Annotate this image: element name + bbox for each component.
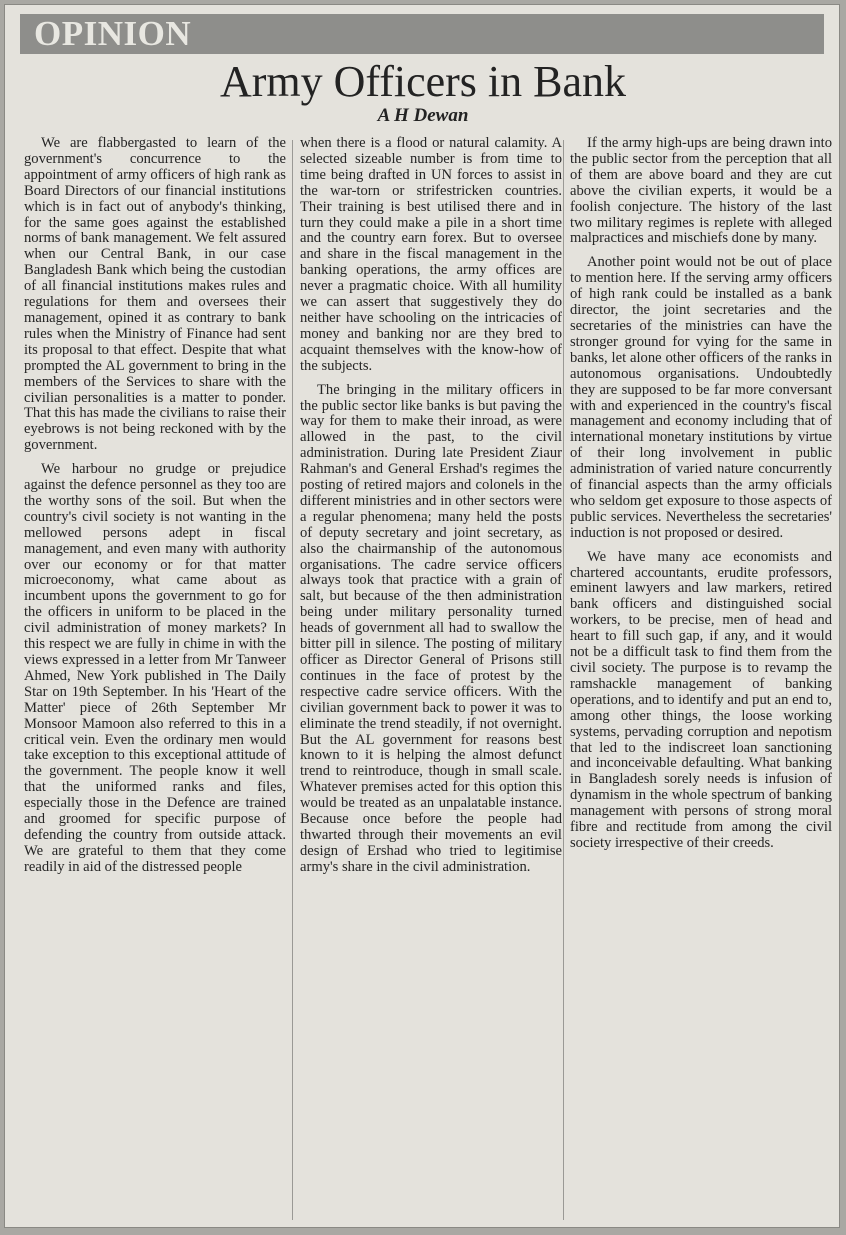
paragraph: We have many ace economists and chartered accountants, erudite professors, eminent lawyers and law markers, retired bank officers and distinguished social workers, to be precise, men of head and heart to fill such gap, if any, and it would not be a difficult task to find them from the civil society. The purpose is to revamp the ramshackle management of banking operations, and to identify and put an end to, among other things, the loose working systems, pervading corruption and nepotism that led to the indiscreet loan sanctioning and inconceivable defaulting. What banking in Bangladesh sorely needs is infusion of dynamism in the whole spectrum of banking management with persons of strong moral fibre and rectitude from among the civil society irrespective of their creeds.: [570, 548, 832, 851]
paragraph: We harbour no grudge or prejudice against the defence personnel as they too are the worthy sons of the soil. But when the country's civil society is not wanting in the mellowed persons adept in fiscal management, and even many with authority over our economy or for that matter microeconomy, what came about as incumbent upons the government to go for the officers in uniform to be placed in the civil administration of money markets? In this respect we are fully in chime in with the views expressed in a letter from Mr Tanweer Ahmed, New York published in The Daily Star on 19th September. In his 'Heart of the Matter' piece of 26th September Mr Monsoor Mamoon also referred to this in a critical vein. Even the ordinary men would take exception to this exceptional attitude of the government. The people know it well that the uniformed ranks and files, especially those in the Defence are trained and groomed for specific purpose of defending the country from outside attack. We are grateful to them that they come readily in aid of the distressed people: [24, 461, 286, 875]
paragraph: Another point would not be out of place to mention here. If the serving army officers of high rank could be installed as a bank director, the joint secretaries and the secretaries of the ministries can have the stronger ground for vying for the same in banks, let alone other officers of the ranks in autonomous organisations. Undoubtedly they are supposed to be far more conversant with and experienced in the country's fiscal management and economy including that of international monetary institutions by virtue of their long involvement in public administration of varied nature concurrently of financial aspects than the army officials who seldom get exposure to those aspects of public services. Nevertheless the secretaries' induction is not proposed or desired.: [570, 254, 832, 541]
section-label: OPINION: [34, 14, 192, 53]
column-divider: [563, 140, 564, 1220]
paragraph: when there is a flood or natural calamity. A selected sizeable number is from time to time being drafted in UN forces to assist in the war-torn or strifestricken countries. Their training is best utilised there and in turn they could make a pile in a short time and the country earn forex. But to oversee and share in the fiscal management in the banking operations, the army offices are never a pragmatic choice. With all humility we can assert that suggestively they do neither have schooling on the intricacies of money and banking nor are they bred to acquaint themselves with the know-how of the subjects.: [300, 135, 562, 374]
paragraph: The bringing in the military officers in the public sector like banks is but paving the way for them to make their inroad, as were allowed in the past, to the civil administration. During late President Ziaur Rahman's and General Ershad's regimes the posting of retired majors and colonels in the different ministries and in other sectors were a regular phenomena; many held the posts of deputy secretary and joint secretary, as also the chairmanship of the autonomous organisations. The cadre service officers always took that practice with a grain of salt, but because of the then administration being under military personality turned heads of government all had to swallow the bitter pill in silence. The posting of military officer as Director General of Prisons still continues in the face of protest by the respective cadre service officers. With the civilian government back to power it was to eliminate the trend steadily, if not overnight. But the AL government for reasons best known to it is helping the almost defunct trend to reintroduce, though in small scale. Whatever premises acted for this option this would be treated as an unpalatable instance. Because once before the people had thwarted through their movements an evil design of Ershad who tried to legitimise army's share in the civil administration.: [300, 381, 562, 875]
byline: A H Dewan: [377, 105, 469, 126]
section-banner: [20, 14, 824, 54]
article-column-1: [24, 136, 286, 884]
article-column-3: [570, 136, 832, 860]
article-column-2: [300, 136, 562, 884]
headline: Army Officers in Bank: [219, 57, 627, 106]
column-divider: [292, 140, 293, 1220]
paragraph: If the army high-ups are being drawn into the public sector from the perception that all of them are above board and they are cut above the civilian experts, it would be a foolish conjecture. The history of the last two military regimes is replete with alleged malpractices and mischiefs done by many.: [570, 135, 832, 247]
paragraph: We are flabbergasted to learn of the government's concurrence to the appointment of army officers of high rank as Board Directors of our financial institutions which is in fact out of anybody's thinking, for the same goes against the established norms of bank management. We felt assured when our Central Bank, in our case Bangladesh Bank which being the custodian of all financial institutions makes rules and regulations for them and oversees their management, opined it as contrary to bank rules when the Ministry of Finance had sent its proposal to that effect. Despite that what prompted the AL government to bring in the members of the Services to share with the civilian personalities is a matter to ponder. That this has made the civilians to raise their eyebrows is not being reckoned with by the government.: [24, 135, 286, 454]
